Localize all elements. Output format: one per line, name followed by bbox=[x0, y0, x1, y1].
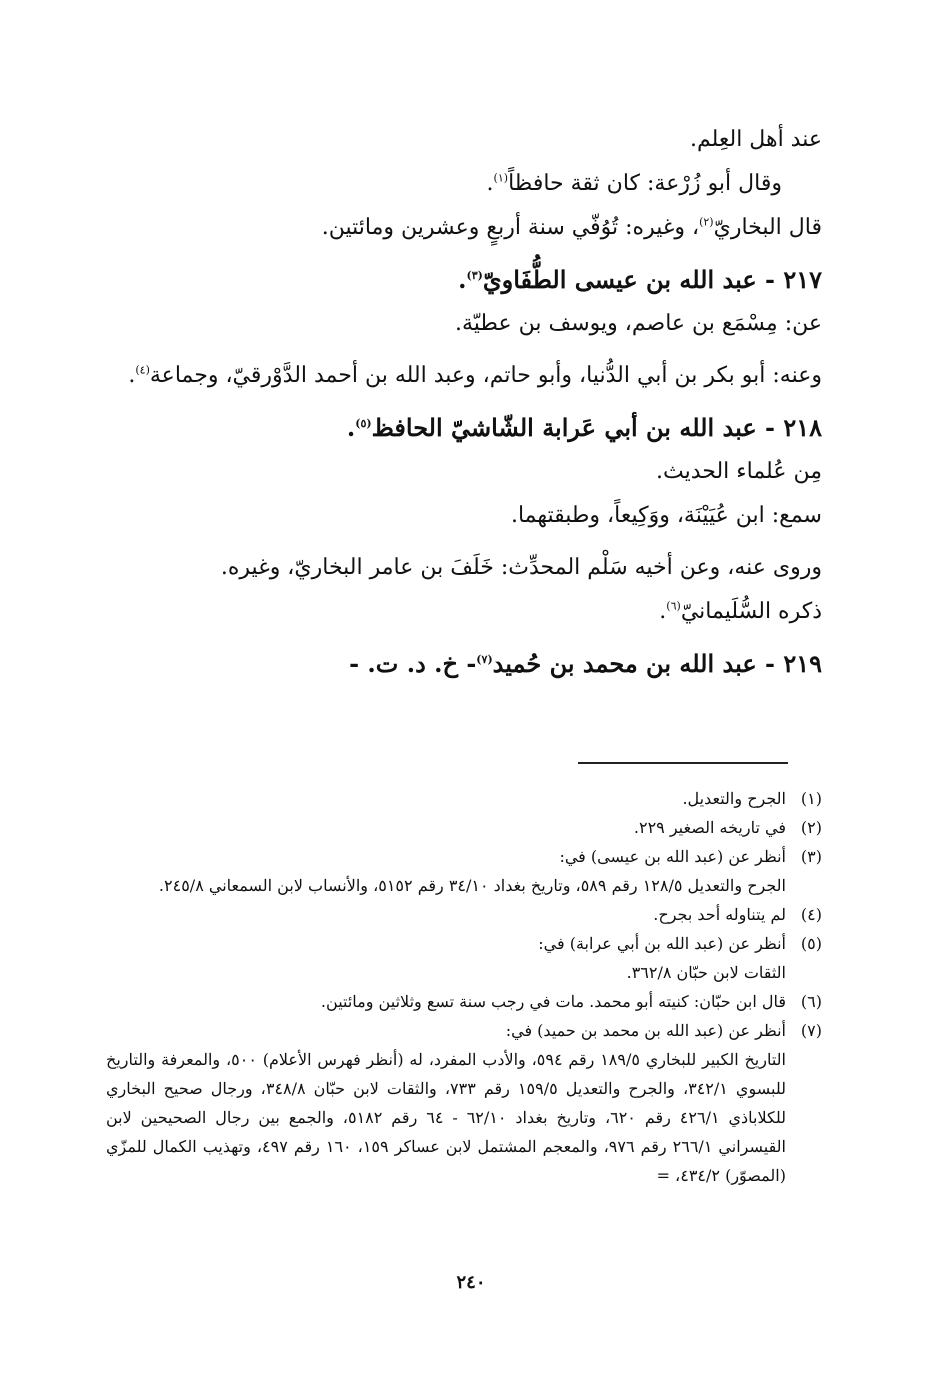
line-scholars: عند أهل العِلم. bbox=[689, 127, 822, 152]
footnote-text: الجرح والتعديل. bbox=[682, 789, 786, 808]
footnote-sources: التاريخ الكبير للبخاري ١٨٩/٥ رقم ٥٩٤، والأدب المفرد، له (أنظر فهرس الأعلام) ٥٠٠، والمعرفة والتاريخ للبسوي ٣٤٢/١، والجرح والتعديل ١٥٩/٥ رقم ٧٣٣، والثقات لابن حبّان ٣٤٨/٨، ورجال صحيح البخاري للكلاباذي ٤٢٦/١ رقم ٦٢٠، وتاريخ بغداد ٦٢/١٠ - ٦٤ رقم ٥١٨٢، والجمع بين رجال الصحيحين لابن القيسراني ٢٦٦/١ رقم ٩٧٦، والمعجم المشتمل لابن عساكر ١٥٩، ١٦٠ رقم ٤٩٧، وتهذيب الكمال للمزّي (المصوّر) ٤٣٤/٢، = bbox=[106, 1050, 787, 1185]
entry-218-mention-end: . bbox=[659, 599, 667, 624]
footnote-5 bbox=[106, 929, 822, 987]
entry-217-students bbox=[102, 354, 822, 398]
footnote-2 bbox=[106, 813, 822, 842]
footnote-body bbox=[106, 900, 786, 929]
footnote-1 bbox=[106, 784, 822, 813]
entry-218-title: ٢١٨ - عبد الله بن أبي عَرابة الشّاشيّ الحافظ bbox=[371, 413, 822, 442]
footnote-body bbox=[106, 813, 786, 842]
footnote-ref-1: (١) bbox=[493, 171, 509, 185]
footnote-text: قال ابن حبّان: كنيته أبو محمد. مات في رجب سنة تسع وثلاثين ومائتين. bbox=[320, 992, 786, 1011]
footnote-3 bbox=[106, 842, 822, 900]
entry-218-description: مِن عُلماء الحديث. bbox=[656, 459, 822, 484]
page-number: ٢٤٠ bbox=[456, 1272, 486, 1293]
line-abu-zura bbox=[102, 162, 822, 206]
entry-218-end: . bbox=[346, 413, 356, 442]
footnote-ref-3: (٣) bbox=[466, 269, 483, 282]
entry-218-mention-text: ذكره السُّلَيمانيّ bbox=[680, 599, 822, 624]
entry-218-mention bbox=[102, 590, 822, 634]
footnote-number: (٧) bbox=[800, 1021, 822, 1040]
footnote-number: (٥) bbox=[800, 934, 822, 953]
footnote-separator bbox=[578, 762, 788, 764]
footnote-7 bbox=[106, 1016, 822, 1190]
line-bukhari-a: قال البخاريّ bbox=[713, 215, 822, 240]
footnote-body bbox=[106, 842, 786, 900]
footnote-body bbox=[106, 987, 786, 1016]
footnote-4 bbox=[106, 900, 822, 929]
entry-217-end: . bbox=[458, 265, 467, 294]
entry-217-heading bbox=[102, 258, 822, 302]
entry-217-title: ٢١٧ - عبد الله بن عيسى الطُّفَاويّ bbox=[482, 265, 822, 294]
entry-218-narrators: وروى عنه، وعن أخيه سَلْم المحدِّث: خَلَفَ بن عامر البخاريّ، وغيره. bbox=[220, 555, 822, 580]
footnote-body bbox=[106, 929, 786, 987]
line-abu-zura-text: وقال أبو زُرْعة: كان ثقة حافظاً bbox=[508, 171, 782, 196]
entry-217-teachers: عن: مِسْمَع بن عاصم، ويوسف بن عطيّة. bbox=[455, 311, 822, 336]
footnote-ref-6: (٦) bbox=[666, 599, 681, 613]
line-bukhari-b: ، وغيره: تُوُفّي سنة أربعٍ وعشرين ومائتين. bbox=[321, 215, 700, 240]
entry-219-heading bbox=[102, 642, 822, 686]
footnote-sources: الجرح والتعديل ١٢٨/٥ رقم ٥٨٩، وتاريخ بغداد ٣٤/١٠ رقم ٥١٥٢، والأنساب لابن السمعاني ٢٤٥/٨. bbox=[158, 876, 786, 895]
footnote-text: أنظر عن (عبد الله بن محمد بن حميد) في: bbox=[505, 1021, 786, 1040]
entry-219-title: ٢١٩ - عبد الله بن محمد بن حُميد bbox=[492, 649, 822, 678]
footnote-ref-4: (٤) bbox=[135, 363, 150, 377]
footnote-body bbox=[106, 784, 786, 813]
footnote-ref-7: (٧) bbox=[476, 653, 493, 666]
footnote-sources: الثقات لابن حبّان ٣٦٢/٨. bbox=[626, 963, 786, 982]
line-abu-zura-end: . bbox=[486, 171, 494, 196]
entry-217-students-end: . bbox=[128, 363, 136, 388]
footnote-number: (٣) bbox=[800, 847, 822, 866]
footnote-number: (٢) bbox=[800, 818, 822, 837]
line-bukhari bbox=[102, 206, 822, 250]
entry-218-heading bbox=[102, 406, 822, 450]
footnote-text: أنظر عن (عبد الله بن عيسى) في: bbox=[559, 847, 786, 866]
entry-218-teachers: سمع: ابن عُيَيْنَة، ووَكِيعاً، وطبقتهما. bbox=[510, 503, 822, 528]
entry-217-students-text: وعنه: أبو بكر بن أبي الدُّنيا، وأبو حاتم، وعبد الله بن أحمد الدَّوْرقيّ، وجماعة bbox=[149, 363, 822, 388]
footnote-number: (٦) bbox=[800, 992, 822, 1011]
entry-219-sigla: - خ. د. ت. - bbox=[349, 649, 477, 678]
footnote-ref-2: (٢) bbox=[699, 215, 714, 229]
footnote-body bbox=[106, 1016, 786, 1190]
footnote-text: لم يتناوله أحد بجرح. bbox=[653, 905, 786, 924]
footnote-number: (٤) bbox=[800, 905, 822, 924]
footnote-6 bbox=[106, 987, 822, 1016]
footnote-ref-5: (٥) bbox=[355, 417, 372, 430]
footnote-text: في تاريخه الصغير ٢٢٩. bbox=[633, 818, 786, 837]
footnotes-block bbox=[106, 784, 822, 1190]
main-text-block bbox=[102, 118, 822, 686]
footnote-number: (١) bbox=[800, 789, 822, 808]
footnote-text: أنظر عن (عبد الله بن أبي عرابة) في: bbox=[538, 934, 786, 953]
